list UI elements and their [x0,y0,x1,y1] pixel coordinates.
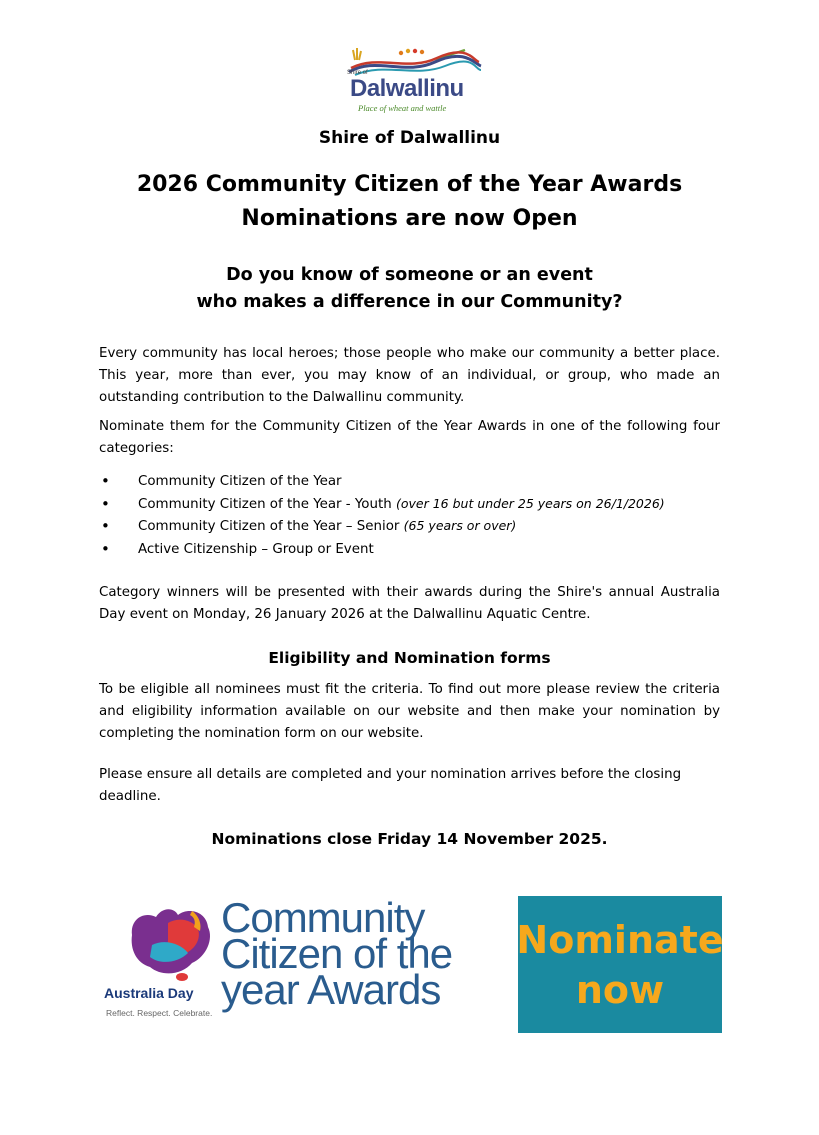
category-label: Community Citizen of the Year – Senior [138,519,404,534]
main-title [0,168,819,236]
logo-shire-text: Shire of [347,70,368,76]
category-note: (65 years or over) [403,518,517,533]
categories-intro: Nominate them for the Community Citizen of the Year Awards in one of the following four categories: [99,419,720,456]
eligibility-paragraph: To be eligible all nominees must fit the criteria. To find out more please review the criteria and eligibility information available on our website and then make your nomination by completing the nomination form on our website. [99,682,720,741]
nominate-button-line2: now [575,967,665,1012]
main-title-line1: 2026 Community Citizen of the Year Awards [136,172,683,197]
awards-logo-line2: Citizen of the [221,930,453,977]
australia-day-name: Australia Day [104,985,194,1001]
logo-name: Dalwallinu [350,75,464,102]
australia-map-icon [122,905,222,983]
presentation-paragraph: Category winners will be presented with their awards during the Shire's annual Australia Day event on Monday, 26 January 2026 at the Dalwallinu Aquatic Centre. [99,585,720,622]
awards-logo [221,894,471,1013]
category-label: Active Citizenship – Group or Event [138,541,374,557]
logo-tagline: Place of wheat and wattle [358,103,447,113]
list-item [99,538,720,561]
category-note: (over 16 but under 25 years on 26/1/2026) [395,495,665,511]
ensure-paragraph: Please ensure all details are completed and your nomination arrives before the closing deadline. [99,767,682,804]
eligibility-heading: Eligibility and Nomination forms [268,649,551,667]
list-item [99,470,720,493]
intro-paragraph: Every community has local heroes; those people who make our community a better place. This year, more than ever, you may know of an individual, or group, who made an outstanding contribution to the Dalwallinu community. [99,346,720,405]
australia-day-tagline: Reflect. Respect. Celebrate. [106,1008,213,1018]
shire-title: Shire of Dalwallinu [318,128,501,148]
closing-line: Nominations close Friday 14 November 2025. [211,830,608,848]
awards-logo-line3: year Awards [221,966,441,1013]
list-item [99,493,720,516]
list-item [99,515,720,538]
sub-title [0,262,819,316]
shire-logo [345,48,485,114]
category-label: Community Citizen of the Year [138,474,342,489]
awards-logo-line1: Community [221,894,425,941]
main-title-line2: Nominations are now Open [241,206,578,231]
nominate-now-button[interactable] [518,896,722,1033]
sub-title-line1: Do you know of someone or an event [226,265,593,285]
sub-title-line2: who makes a difference in our Community? [196,292,623,312]
category-label: Community Citizen of the Year - Youth [138,496,396,512]
categories-list [99,470,720,560]
nominate-button-line1: Nominate [516,917,724,962]
